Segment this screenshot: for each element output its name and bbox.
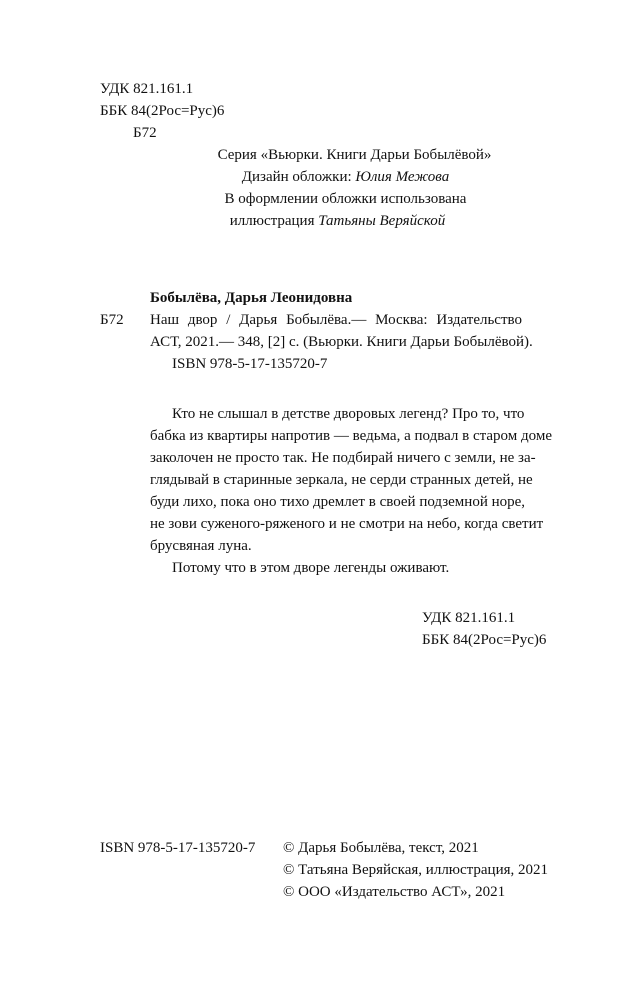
copyright-isbn: ISBN 978-5-17-135720-7 [100, 840, 256, 856]
copyright-line: © Дарья Бобылёва, текст, 2021 [283, 840, 479, 856]
udk-code: УДК 821.161.1 [100, 81, 194, 97]
annotation-line: не зови суженого-ряженого и не смотри на небо, когда светит [150, 516, 544, 532]
copyright-line: © ООО «Издательство АСТ», 2021 [283, 884, 506, 900]
annotation-line: глядывай в старинные зеркала, не серди странных детей, не [150, 472, 533, 488]
annotation-final-line: Потому что в этом дворе легенды оживают. [172, 560, 450, 576]
annotation-line: буди лихо, пока оно тихо дремлет в своей подземной норе, [150, 494, 526, 510]
cover-credit-line1: В оформлении обложки использована [224, 191, 467, 207]
catalog-author-mark: Б72 [100, 312, 124, 328]
footer-bbk-code: ББК 84(2Рос=Рус)6 [422, 632, 547, 648]
illustrator-name: Татьяны Веряйской [318, 213, 446, 229]
author-mark: Б72 [133, 125, 157, 141]
annotation [150, 403, 552, 579]
annotation-line: заколочен не просто так. Не подбирай ничего с земли, не за- [150, 450, 536, 466]
bibliographic-description [150, 309, 533, 353]
designer-name: Юлия Межова [355, 169, 450, 185]
series-credits [0, 144, 619, 188]
bib-line-1: Наш двор / Дарья Бобылёва.— Москва: Издательство [150, 312, 522, 328]
cover-credit-line2 [0, 210, 619, 232]
footer-udk-code: УДК 821.161.1 [422, 610, 516, 626]
annotation-line: бабка из квартиры напротив — ведьма, а подвал в старом доме [150, 428, 552, 444]
catalog-isbn: ISBN 978-5-17-135720-7 [172, 356, 328, 372]
cover-illustration-credit [0, 188, 619, 232]
catalog-author: Бобылёва, Дарья Леонидовна [150, 290, 353, 306]
copyright-line: © Татьяна Веряйская, иллюстрация, 2021 [283, 862, 549, 878]
bib-line-2: АСТ, 2021.— 348, [2] с. (Вьюрки. Книги Дарьи Бобылёвой). [150, 334, 533, 350]
annotation-line: Кто не слышал в детстве дворовых легенд? Про то, что [172, 406, 525, 422]
cover-design-credit [0, 166, 619, 188]
series-title: Серия «Вьюрки. Книги Дарьи Бобылёвой» [217, 147, 492, 163]
cover-credit-prefix: иллюстрация [229, 213, 319, 229]
design-label: Дизайн обложки: [241, 169, 356, 185]
bbk-code: ББК 84(2Рос=Рус)6 [100, 103, 225, 119]
annotation-line: брусвяная луна. [150, 538, 252, 554]
